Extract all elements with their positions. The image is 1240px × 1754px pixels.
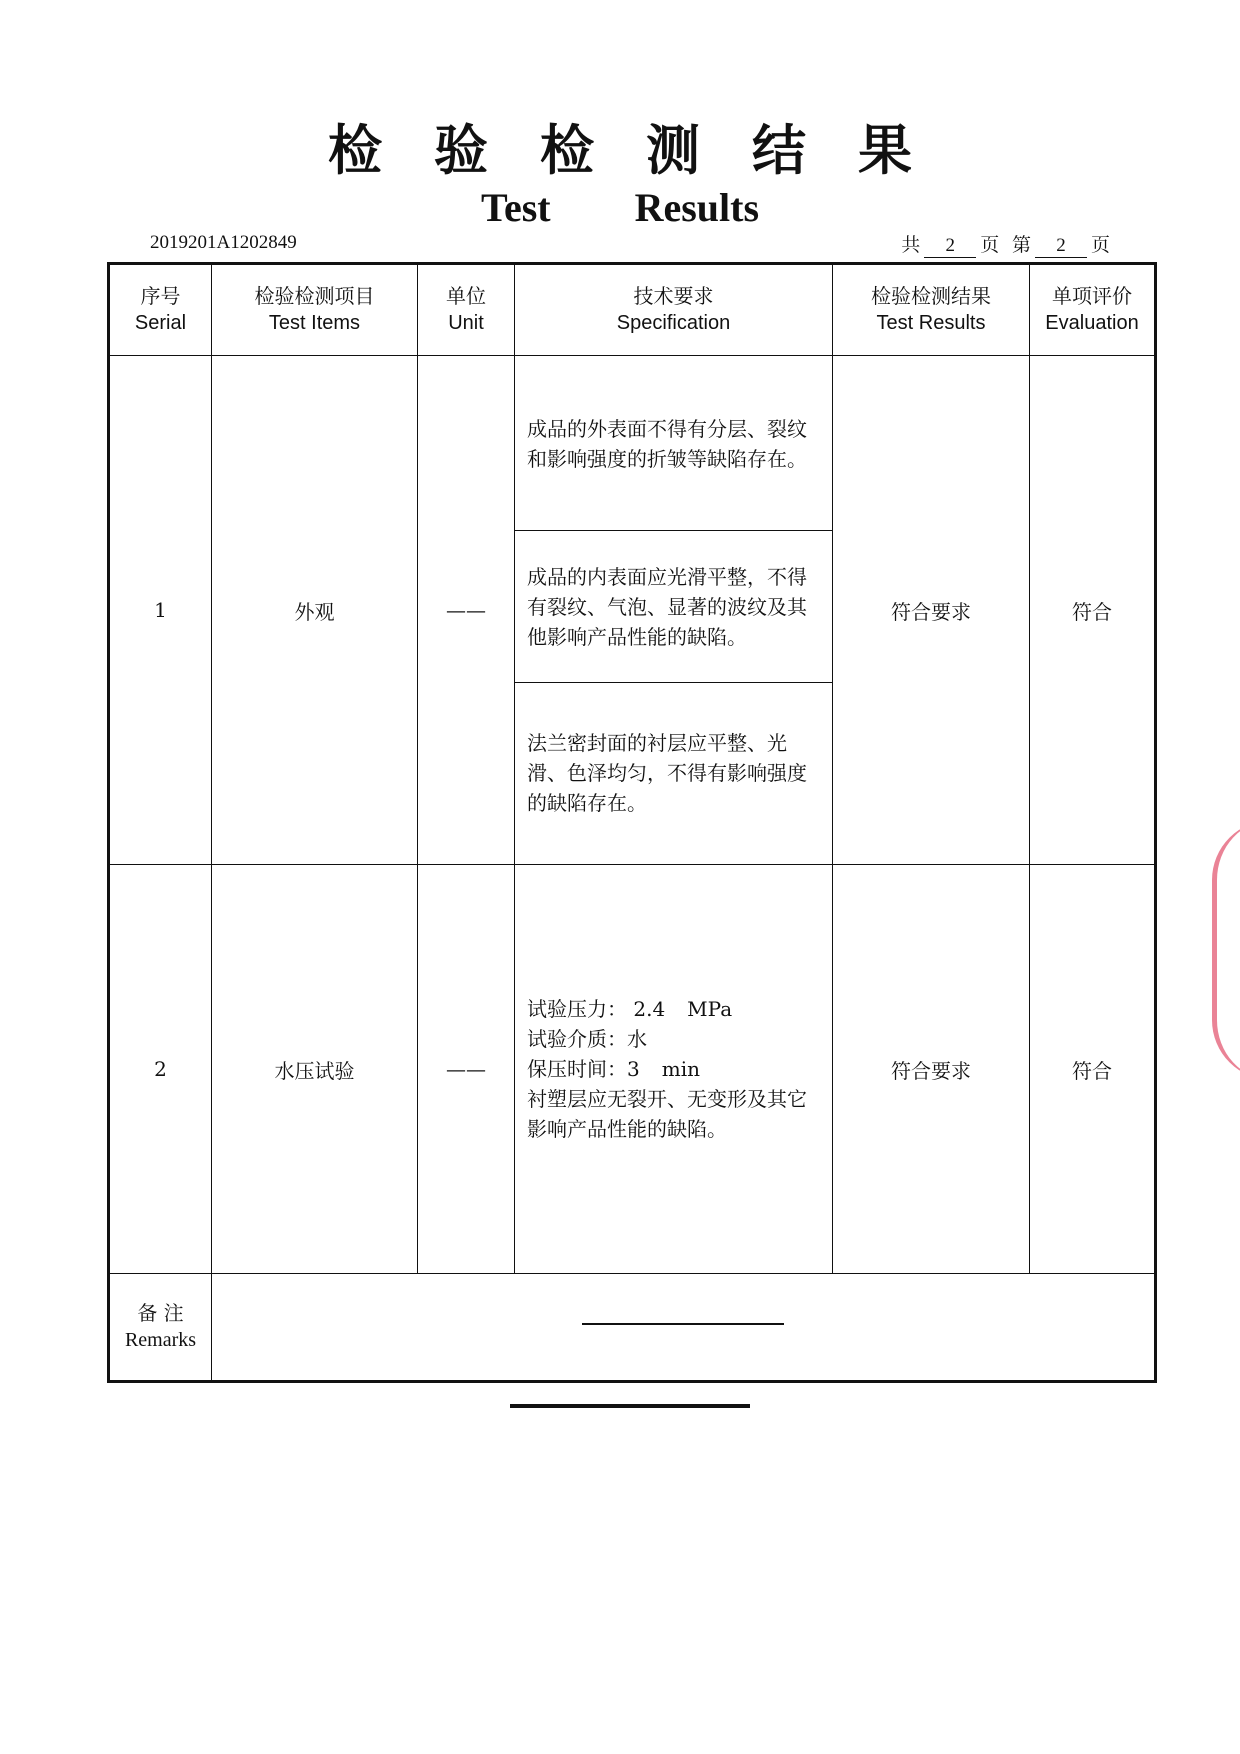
column-header-en: Specification xyxy=(616,312,731,334)
pager-total: 2 xyxy=(924,235,976,258)
title-chinese: 检验检测结果 xyxy=(328,118,964,182)
table-row xyxy=(109,356,1156,865)
column-header-cn: 检验检测结果 xyxy=(871,284,991,308)
remarks-row xyxy=(109,1274,1156,1382)
evaluation-cell: 符合 xyxy=(1030,865,1156,1274)
column-header-en: Evaluation xyxy=(1045,312,1139,334)
table-header-row xyxy=(109,264,1156,356)
lining-requirement: 衬塑层应无裂开、无变形及其它影响产品性能的缺陷。 xyxy=(527,1087,807,1141)
unit-cell: —— xyxy=(418,356,515,865)
column-header-en: Unit xyxy=(448,312,484,334)
specification-item xyxy=(515,357,832,531)
specification-cell xyxy=(515,865,833,1274)
column-header-cn: 检验检测项目 xyxy=(254,284,375,308)
hold-time-label: 保压时间： xyxy=(527,1057,627,1081)
specification-item xyxy=(515,683,832,863)
result-cell: 符合要求 xyxy=(833,865,1030,1274)
column-header-test-results xyxy=(833,264,1030,356)
page-indicator xyxy=(897,230,1114,258)
column-header-test-items xyxy=(212,264,418,356)
test-item-cell: 外观 xyxy=(212,356,418,865)
hold-time-line xyxy=(527,1054,822,1084)
remarks-content xyxy=(212,1274,1156,1382)
column-header-unit xyxy=(418,264,515,356)
column-header-cn: 技术要求 xyxy=(633,284,714,308)
column-header-specification xyxy=(515,264,833,356)
hold-time-unit: min xyxy=(661,1057,700,1081)
column-header-serial xyxy=(109,264,212,356)
specification-text: 成品的内表面应光滑平整，不得有裂纹、气泡、显著的波纹及其他影响产品性能的缺陷。 xyxy=(527,564,807,649)
column-header-cn: 单项评价 xyxy=(1052,284,1132,308)
test-pressure-line xyxy=(527,994,822,1024)
hydrostatic-spec xyxy=(515,994,832,1144)
test-medium-value: 水 xyxy=(627,1027,647,1051)
report-number: 2019201A1202849 xyxy=(150,232,297,253)
remarks-label-cn: 备 注 xyxy=(137,1301,184,1325)
specification-item xyxy=(515,531,832,683)
remarks-blank-line xyxy=(582,1323,784,1325)
title-english xyxy=(0,186,1240,230)
title-english-word-2: Results xyxy=(634,185,760,230)
results-table xyxy=(107,262,1157,1383)
test-medium-label: 试验介质： xyxy=(527,1027,627,1051)
pager-total-label: 共 xyxy=(901,235,921,256)
specification-cell xyxy=(515,356,833,865)
specification-text: 法兰密封面的衬层应平整、光滑、色泽均匀，不得有影响强度的缺陷存在。 xyxy=(527,731,807,815)
column-header-cn: 单位 xyxy=(446,284,486,308)
column-header-evaluation xyxy=(1030,264,1156,356)
remarks-label xyxy=(109,1274,212,1382)
result-cell: 符合要求 xyxy=(833,356,1030,865)
seal-stamp-edge xyxy=(1212,820,1240,1080)
hold-time-value: 3 xyxy=(627,1057,640,1081)
test-pressure-label: 试验压力： xyxy=(527,997,627,1021)
column-header-en: Test Items xyxy=(268,312,361,334)
test-medium-line xyxy=(527,1024,822,1054)
pager-current: 2 xyxy=(1035,235,1087,258)
serial-cell: 2 xyxy=(109,865,212,1274)
title-english-word-1: Test xyxy=(480,185,551,230)
specification-text: 成品的外表面不得有分层、裂纹和影响强度的折皱等缺陷存在。 xyxy=(527,416,807,471)
test-pressure-unit: MPa xyxy=(687,997,733,1021)
pager-current-label: 第 xyxy=(1011,235,1031,256)
test-pressure-value: 2.4 xyxy=(633,997,666,1021)
pager-page-word: 页 xyxy=(980,235,1000,256)
evaluation-cell: 符合 xyxy=(1030,356,1156,865)
remarks-label-en: Remarks xyxy=(124,1329,197,1351)
end-of-report-line xyxy=(510,1404,750,1408)
test-item-cell: 水压试验 xyxy=(212,865,418,1274)
pager-page-word-2: 页 xyxy=(1090,235,1110,256)
serial-cell: 1 xyxy=(109,356,212,865)
column-header-cn: 序号 xyxy=(140,284,181,308)
table-row xyxy=(109,865,1156,1274)
column-header-en: Serial xyxy=(134,312,187,334)
column-header-en: Test Results xyxy=(876,312,986,334)
unit-cell: —— xyxy=(418,865,515,1274)
